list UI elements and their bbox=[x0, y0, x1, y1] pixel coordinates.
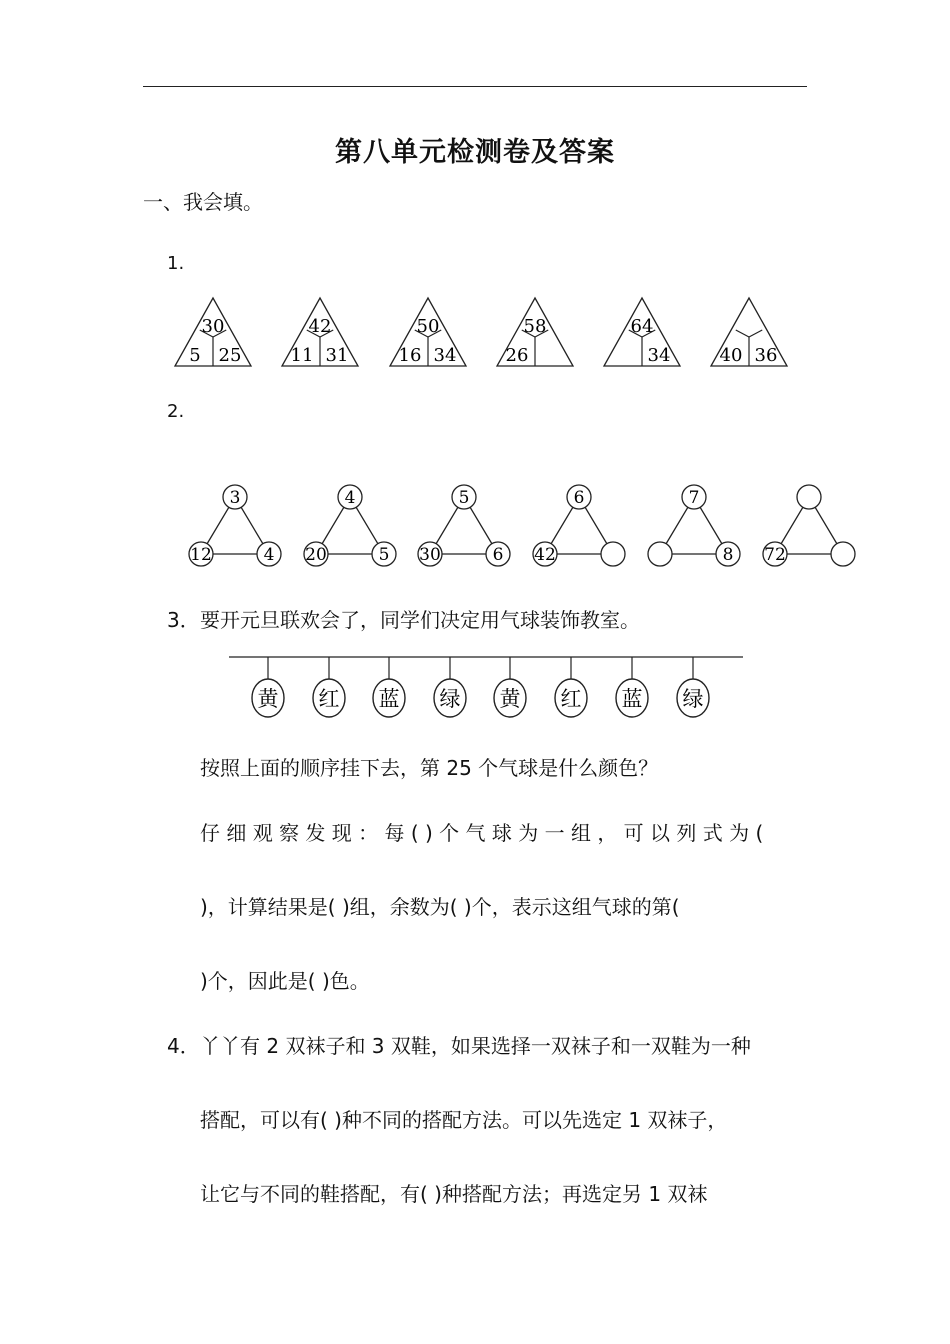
balloon-color-label: 红 bbox=[560, 687, 582, 711]
triangle-left-value: 5 bbox=[189, 345, 201, 366]
page-title: 第八单元检测卷及答案 bbox=[335, 137, 615, 168]
corner-value: 6 bbox=[492, 545, 504, 565]
question-4-line-1: 丫丫有 2 双袜子和 3 双鞋，如果选择一双袜子和一双鞋为一种 bbox=[200, 1034, 751, 1058]
circle-triangle bbox=[304, 485, 396, 566]
circle-triangle bbox=[533, 485, 625, 566]
balloon bbox=[313, 657, 345, 717]
triangle-left-value: 40 bbox=[719, 345, 743, 366]
triangle-right-value: 34 bbox=[433, 345, 457, 366]
circle-triangle bbox=[189, 485, 281, 566]
question-3-line-1: 仔 细 观 察 发 现 ： 每 ( ) 个 气 球 为 一 组 ， 可 以 列 式 为 ( bbox=[200, 821, 764, 845]
balloon bbox=[373, 657, 405, 717]
corner-value: 42 bbox=[534, 545, 556, 565]
triangle-top-value: 42 bbox=[308, 316, 332, 337]
question-3-number: 3． bbox=[167, 608, 200, 632]
circle-triangle bbox=[763, 485, 855, 566]
question-2-number: 2. bbox=[167, 401, 185, 422]
triangle-top-value: 30 bbox=[201, 316, 225, 337]
question-3-line-2: )，计算结果是( )组，余数为( )个，表示这组气球的第( bbox=[200, 895, 680, 919]
triangle-right-value: 25 bbox=[218, 345, 242, 366]
corner-value: 4 bbox=[344, 488, 356, 508]
balloon bbox=[555, 657, 587, 717]
balloon-color-label: 绿 bbox=[439, 687, 461, 711]
triangle-top-value: 64 bbox=[630, 316, 654, 337]
corner-value: 5 bbox=[378, 545, 390, 565]
corner-circle bbox=[601, 542, 625, 566]
triangle-top-value: 58 bbox=[523, 316, 547, 337]
balloon-color-label: 红 bbox=[318, 687, 340, 711]
balloon-color-label: 黄 bbox=[257, 687, 279, 711]
corner-value: 12 bbox=[190, 545, 212, 565]
triangle-right-value: 36 bbox=[754, 345, 778, 366]
triangle-left-value: 16 bbox=[398, 345, 422, 366]
corner-value: 5 bbox=[458, 488, 470, 508]
balloon-color-label: 蓝 bbox=[621, 687, 643, 711]
circle-triangle bbox=[418, 485, 510, 566]
question-4-line-2: 搭配，可以有( )种不同的搭配方法。可以先选定 1 双袜子， bbox=[200, 1108, 728, 1132]
balloon-color-label: 蓝 bbox=[378, 687, 400, 711]
number-triangle bbox=[390, 298, 466, 366]
corner-value: 7 bbox=[688, 488, 700, 508]
corner-value: 6 bbox=[573, 488, 585, 508]
question-4-number: 4． bbox=[167, 1034, 200, 1058]
balloon bbox=[252, 657, 284, 717]
number-triangles bbox=[0, 290, 950, 380]
corner-value: 3 bbox=[229, 488, 241, 508]
balloon bbox=[434, 657, 466, 717]
balloon-string bbox=[0, 650, 950, 730]
number-triangle bbox=[497, 298, 573, 366]
triangle-top-value: 50 bbox=[416, 316, 440, 337]
balloon bbox=[494, 657, 526, 717]
balloon bbox=[616, 657, 648, 717]
corner-value: 30 bbox=[419, 545, 441, 565]
question-1-number: 1. bbox=[167, 253, 185, 274]
triangle-right-value: 34 bbox=[647, 345, 671, 366]
question-3-intro: 要开元旦联欢会了，同学们决定用气球装饰教室。 bbox=[200, 608, 640, 632]
question-3-prompt: 按照上面的顺序挂下去，第 25 个气球是什么颜色？ bbox=[200, 756, 659, 780]
corner-circle bbox=[797, 485, 821, 509]
question-4-line-3: 让它与不同的鞋搭配，有( )种搭配方法；再选定另 1 双袜 bbox=[200, 1182, 708, 1206]
circle-triangle bbox=[648, 485, 740, 566]
balloon bbox=[677, 657, 709, 717]
corner-value: 4 bbox=[263, 545, 275, 565]
triangle-right-value: 31 bbox=[325, 345, 349, 366]
question-3-line-3: )个，因此是( )色。 bbox=[200, 969, 370, 993]
circle-triangles bbox=[0, 478, 950, 578]
corner-circle bbox=[831, 542, 855, 566]
number-triangle bbox=[175, 298, 251, 366]
header-rule bbox=[143, 86, 807, 87]
corner-value: 72 bbox=[764, 545, 786, 565]
number-triangle bbox=[282, 298, 358, 366]
section-heading: 一、我会填。 bbox=[143, 190, 263, 214]
triangle-left-value: 11 bbox=[290, 345, 314, 366]
corner-circle bbox=[648, 542, 672, 566]
corner-value: 8 bbox=[722, 545, 734, 565]
number-triangle bbox=[711, 298, 787, 366]
balloon-color-label: 绿 bbox=[682, 687, 704, 711]
number-triangle bbox=[604, 298, 680, 366]
balloon-color-label: 黄 bbox=[499, 687, 521, 711]
corner-value: 20 bbox=[305, 545, 327, 565]
triangle-left-value: 26 bbox=[505, 345, 529, 366]
